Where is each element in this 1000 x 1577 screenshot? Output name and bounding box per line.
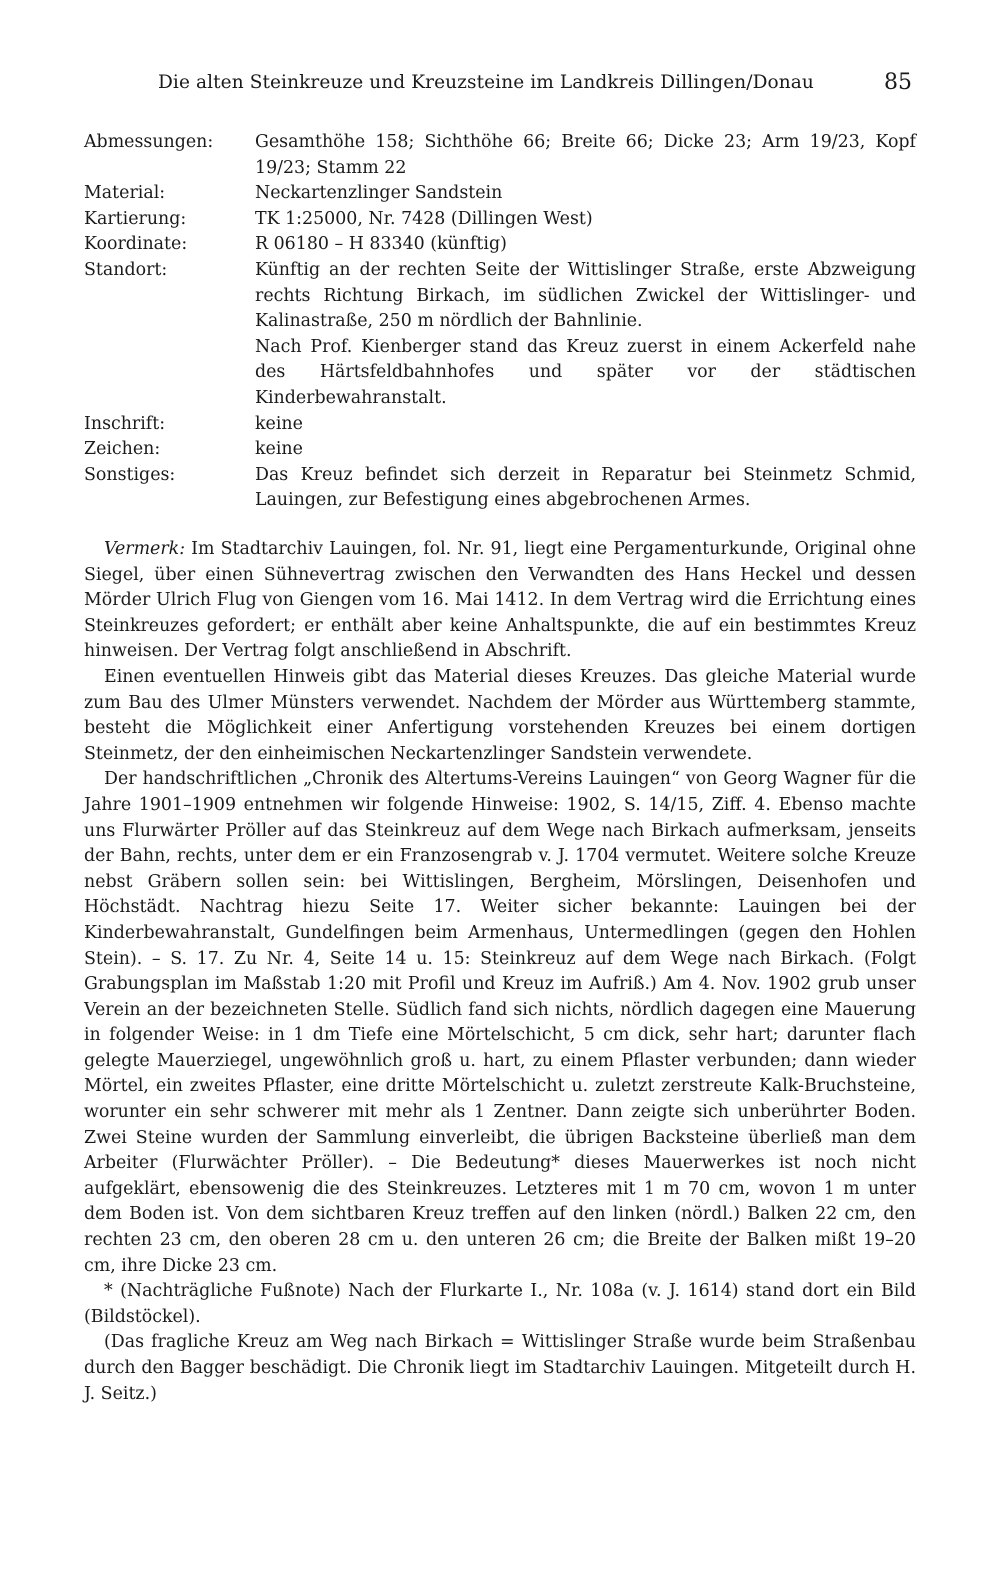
field-kartierung <box>84 207 916 233</box>
field-value-text: Künftig an der rechten Seite der Wittislinger Straße, erste Abzweigung rechts Richtung Birkach, im südlichen Zwickel der Wittislinger- und Kalinastraße, 250 m nördlich der Bahnlinie. <box>255 259 916 332</box>
record-fields <box>84 130 916 514</box>
vermerk-paragraph <box>84 537 916 665</box>
body-text <box>84 537 916 1407</box>
field-label: Zeichen: <box>84 439 161 460</box>
field-standort <box>84 258 916 412</box>
field-label: Kartierung: <box>84 208 187 229</box>
field-value <box>255 437 916 463</box>
field-value-text: Nach Prof. Kienberger stand das Kreuz zuerst in einem Ackerfeld nahe des Härtsfeldbahnhofes und später vor der städtischen Kinderbewahranstalt. <box>255 336 916 408</box>
field-label: Abmessungen: <box>84 132 214 152</box>
paragraph-chronik: Der handschriftlichen „Chronik des Altertums-Vereins Lauingen“ von Georg Wagner für die Jahre 1901–1909 entnehmen wir folgende Hinweise: 1902, S. 14/15, Ziff. 4. Ebenso machte uns Flurwärter Pröller auf das Steinkreuz auf dem Wege nach Birkach aufmerksam, jenseits der Bahn, rechts, unter dem er ein Franzosengrab v. J. 1704 vermutet. Weitere solche Kreuze nebst Gräbern sollen sein: bei Wittislingen, Bergheim, Mörslingen, Deisenhofen und Höchstädt. Nachtrag hiezu Seite 17. Weiter sicher bekannte: Lauingen bei der Kinderbewahranstalt, Gundelfingen beim Armenhaus, Untermedlingen (gegen den Hohlen Stein). – S. 17. Zu Nr. 4, Seite 14 u. 15: Steinkreuz auf dem Wege nach Birkach. (Folgt Grabungsplan im Maßstab 1:20 mit Profil und Kreuz im Aufriß.) Am 4. Nov. 1902 grub unser Verein an der bezeichneten Stelle. Südlich fand sich nichts, nördlich dagegen eine Mauerung in folgender Weise: in 1 dm Tiefe eine Mörtelschicht, 5 cm dick, sehr hart; darunter flach gelegte Mauerziegel, ungewöhnlich groß u. hart, zu einem Pflaster verbunden; dann wieder Mörtel, ein zweites Pflaster, eine dritte Mörtelschicht u. zuletzt zerstreute Kalk-Bruchsteine, worunter ein sehr schwerer mit mehr als 1 Zentner. Dann zeigte sich unberührter Boden. Zwei Steine wurden der Sammlung einverleibt, die übrigen Backsteine überließ man dem Arbeiter (Flurwächter Pröller). – Die Bedeutung* dieses Mauerwerkes ist noch nicht aufgeklärt, ebensowenig die des Steinkreuzes. Letzteres mit 1 m 70 cm, wovon 1 m unter dem Boden ist. Von dem sichtbaren Kreuz treffen auf den linken (nördl.) Balken 22 cm, den rechten 23 cm, den oberen 28 cm u. den unteren 26 cm; die Breite der Balken mißt 19–20 cm, ihre Dicke 23 cm. <box>84 769 916 1276</box>
field-value-text: Neckartenzlinger Sandstein <box>255 183 503 204</box>
field-label: Standort: <box>84 259 168 280</box>
field-material <box>84 181 916 207</box>
vermerk-text: Im Stadtarchiv Lauingen, fol. Nr. 91, liegt eine Pergamenturkunde, Original ohne Siegel, über einen Sühnevertrag zwischen den Verwandten des Hans Heckel und dessen Mörder Ulrich Flug von Giengen vom 16. Mai 1412. In dem Vertrag wird die Errichtung eines Steinkreuzes gefordert; er enthält aber keine Anhaltspunkte, die auf ein bestimmtes Kreuz hinweisen. Der Vertrag folgt anschließend in Abschrift. <box>84 539 916 662</box>
field-value <box>255 232 916 258</box>
closing-note: (Das fragliche Kreuz am Weg nach Birkach = Wittislinger Straße wurde beim Straßenbau durch den Bagger beschädigt. Die Chronik liegt im Stadtarchiv Lauingen. Mitgeteilt durch H. J. Seitz.) <box>84 1332 916 1404</box>
field-sonstiges <box>84 463 916 514</box>
field-label: Material: <box>84 183 166 204</box>
field-value <box>255 463 916 514</box>
field-label: Koordinate: <box>84 234 188 255</box>
running-title: Die alten Steinkreuze und Kreuzsteine im Landkreis Dillingen/Donau <box>158 72 814 93</box>
vermerk-label: Vermerk: <box>104 539 186 559</box>
field-zeichen <box>84 437 916 463</box>
field-value-text: Das Kreuz befindet sich derzeit in Reparatur bei Steinmetz Schmid, Lauingen, zur Befestigung eines abgebrochenen Armes. <box>255 464 916 511</box>
field-koordinate <box>84 232 916 258</box>
field-value <box>255 412 916 438</box>
field-value <box>255 207 916 233</box>
field-value <box>255 181 916 207</box>
field-value <box>255 258 916 412</box>
field-label: Sonstiges: <box>84 464 176 485</box>
field-value-text: keine <box>255 413 303 434</box>
field-value <box>255 130 916 181</box>
field-inschrift <box>84 412 916 438</box>
field-value-text: Gesamthöhe 158; Sichthöhe 66; Breite 66; Dicke 23; Arm 19/23, Kopf 19/23; Stamm 22 <box>255 132 916 178</box>
field-value-text: TK 1:25000, Nr. 7428 (Dillingen West) <box>255 208 593 229</box>
page-number: 85 <box>884 70 912 95</box>
footnote: * (Nachträgliche Fußnote) Nach der Flurkarte I., Nr. 108a (v. J. 1614) stand dort ein Bild (Bildstöckel). <box>84 1281 916 1327</box>
paragraph-material: Einen eventuellen Hinweis gibt das Material dieses Kreuzes. Das gleiche Material wurde zum Bau des Ulmer Münsters verwendet. Nachdem der Mörder aus Württemberg stammte, besteht die Möglichkeit einer Anfertigung vorstehenden Kreuzes bei einem dortigen Steinmetz, der den einheimischen Neckartenzlinger Sandstein verwendete. <box>84 666 916 764</box>
field-value-text: R 06180 – H 83340 (künftig) <box>255 234 507 255</box>
field-abmessungen <box>84 130 916 181</box>
field-label: Inschrift: <box>84 413 166 434</box>
field-value-text: keine <box>255 439 303 460</box>
